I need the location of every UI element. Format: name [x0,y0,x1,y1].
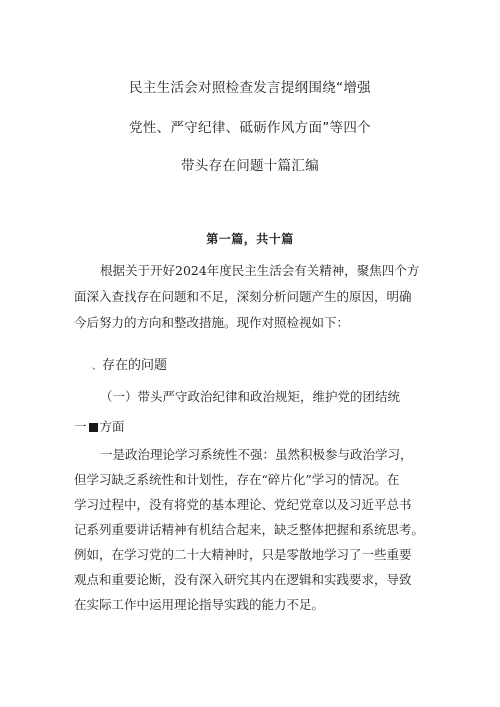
body-line-2: 但学习缺乏系统性和计划性，存在“碎片化”学习的情况。在 [74,472,400,487]
body-line-7: 在实际工作中运用理论指导实践的能力不足。 [74,597,325,612]
body-line-4: 记系列重要讲话精神有机结合起来，缺乏整体把握和系统思考。 [74,522,425,537]
body-line-1: 一是政治理论学习系统性不强：虽然积极参与政治学习， [100,447,413,462]
intro-line-2: 面深入查找存在问题和不足，深刻分析问题产生的原因，明确 [74,289,412,304]
subsection-line-2-pre: 一 [74,419,87,434]
subsection-line-1: （一）带头严守政治纪律和政治规矩，维护党的团结统 [100,389,401,404]
intro-line-1: 根据关于开好2024年度民主生活会有关精神，聚焦四个方 [100,263,420,278]
section-heading [92,354,167,373]
section-heading-text: 存在的问题 [102,358,168,373]
body-line-5: 例如，在学习党的二十大精神时，只是零散地学习了一些重要 [74,547,412,562]
body-paragraph [74,442,446,617]
subsection-heading [74,382,446,442]
body-line-6: 观点和重要论断，没有深入研究其内在逻辑和实践要求，导致 [74,572,412,587]
body-line-3: 学习过程中，没有将党的基本理论、党纪党章以及习近平总书 [74,497,412,512]
subsection-line-2-post: 方面 [99,419,125,434]
title-line-3: 带头存在问题十篇汇编 [181,158,319,174]
subsection-line-2 [74,412,446,442]
section-marker: 、 [92,362,102,372]
title-line-2: 党性、严守纪律、砥砺作风方面”等四个 [129,120,371,136]
intro-line-3: 今后努力的方向和整改措施。现作对照检视如下： [74,315,350,330]
title-line-1: 民主生活会对照检查发言提纲围绕“增强 [129,80,371,96]
intro-paragraph [74,258,446,336]
square-bullet-icon [89,423,98,432]
subheading: 第一篇，共十篇 [206,232,294,246]
